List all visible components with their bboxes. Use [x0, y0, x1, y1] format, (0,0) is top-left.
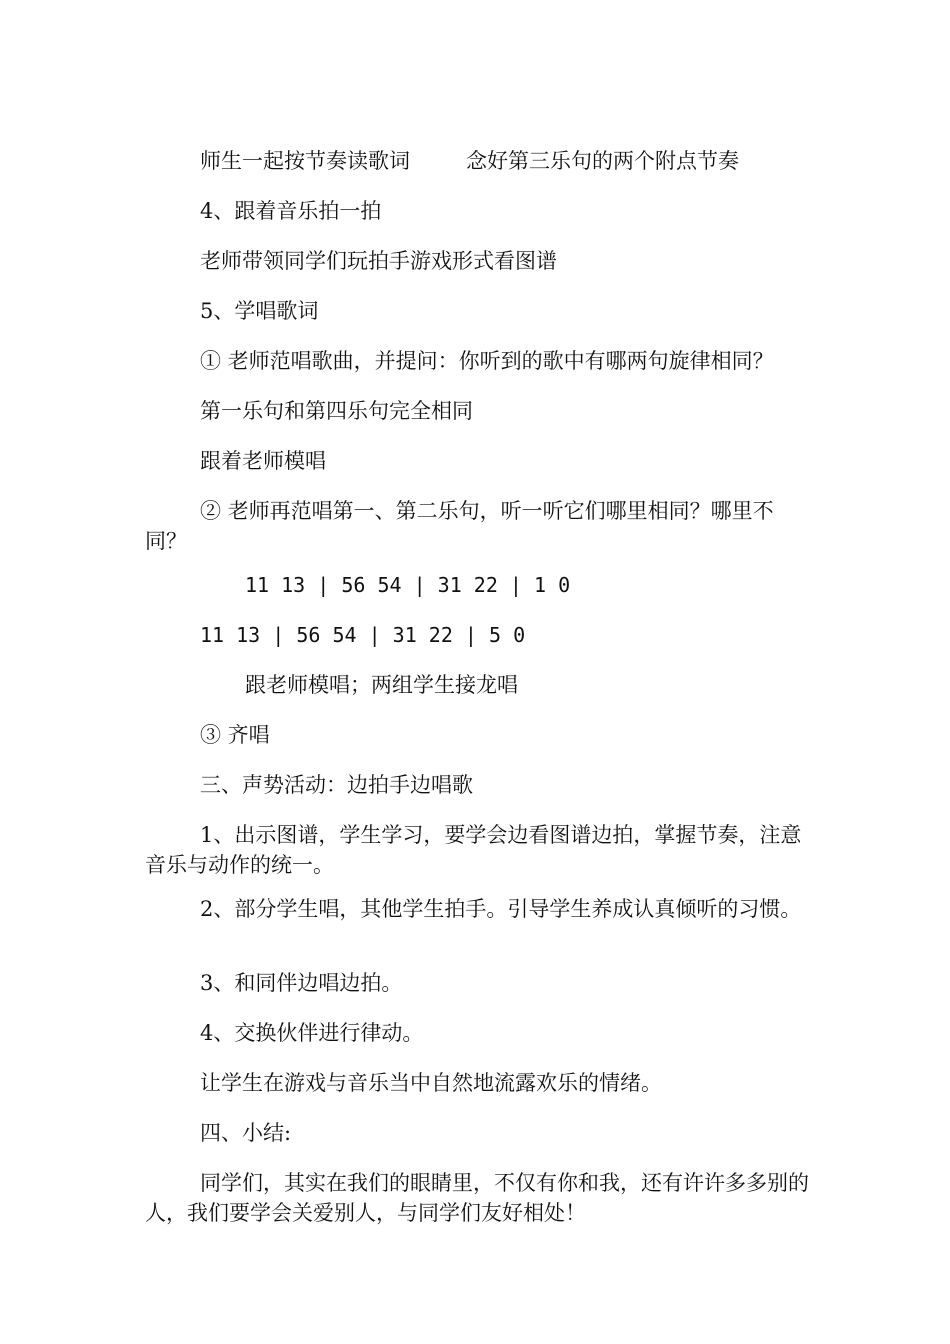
paragraph-sing-together: ③ 齐唱: [200, 723, 270, 747]
paragraph-same-phrases: 第一乐句和第四乐句完全相同: [200, 399, 473, 423]
paragraph-swap-partners: 4、交换伙伴进行律动。: [200, 1021, 424, 1045]
notation-phrase-1: 11 13 | 56 54 | 31 22 | 1 0: [245, 573, 571, 597]
paragraph-partial-singing: 2、部分学生唱，其他学生拍手。引导学生养成认真倾听的习惯。: [200, 897, 802, 921]
step-5-heading: 5、学唱歌词: [200, 299, 319, 323]
paragraph-relay-singing: 跟老师模唱；两组学生接龙唱: [245, 673, 518, 697]
paragraph-sing-with-partner: 3、和同伴边唱边拍。: [200, 971, 403, 995]
paragraph-rhythm-reading: [145, 146, 810, 176]
paragraph-teacher-sings: ① 老师范唱歌曲，并提问：你听到的歌中有哪两句旋律相同？: [200, 349, 774, 373]
paragraph-compare-phrases: ② 老师再范唱第一、第二乐句，听一听它们哪里相同？哪里不同？: [145, 499, 774, 553]
section-4-heading: 四、小结:: [200, 1121, 292, 1145]
dotted-rhythm-text: 念好第三乐句的两个附点节奏: [466, 149, 739, 173]
rhythm-reading-text: 师生一起按节奏读歌词: [200, 149, 410, 173]
step-4-heading: 4、跟着音乐拍一拍: [200, 199, 382, 223]
paragraph-follow-teacher: 跟着老师模唱: [200, 449, 326, 473]
paragraph-summary: 同学们，其实在我们的眼睛里，不仅有你和我，还有许许多多别的人，我们要学会关爱别人，与同学们友好相处！: [145, 1171, 809, 1225]
notation-phrase-2: 11 13 | 56 54 | 31 22 | 5 0: [200, 623, 526, 647]
paragraph-joy: 让学生在游戏与音乐当中自然地流露欢乐的情绪。: [200, 1071, 662, 1095]
paragraph-show-chart: 1、出示图谱，学生学习，要学会边看图谱边拍，掌握节奏，注意音乐与动作的统一。: [145, 823, 802, 877]
section-3-heading: 三、声势活动：边拍手边唱歌: [200, 773, 473, 797]
paragraph-clap-game: 老师带领同学们玩拍手游戏形式看图谱: [200, 249, 557, 273]
